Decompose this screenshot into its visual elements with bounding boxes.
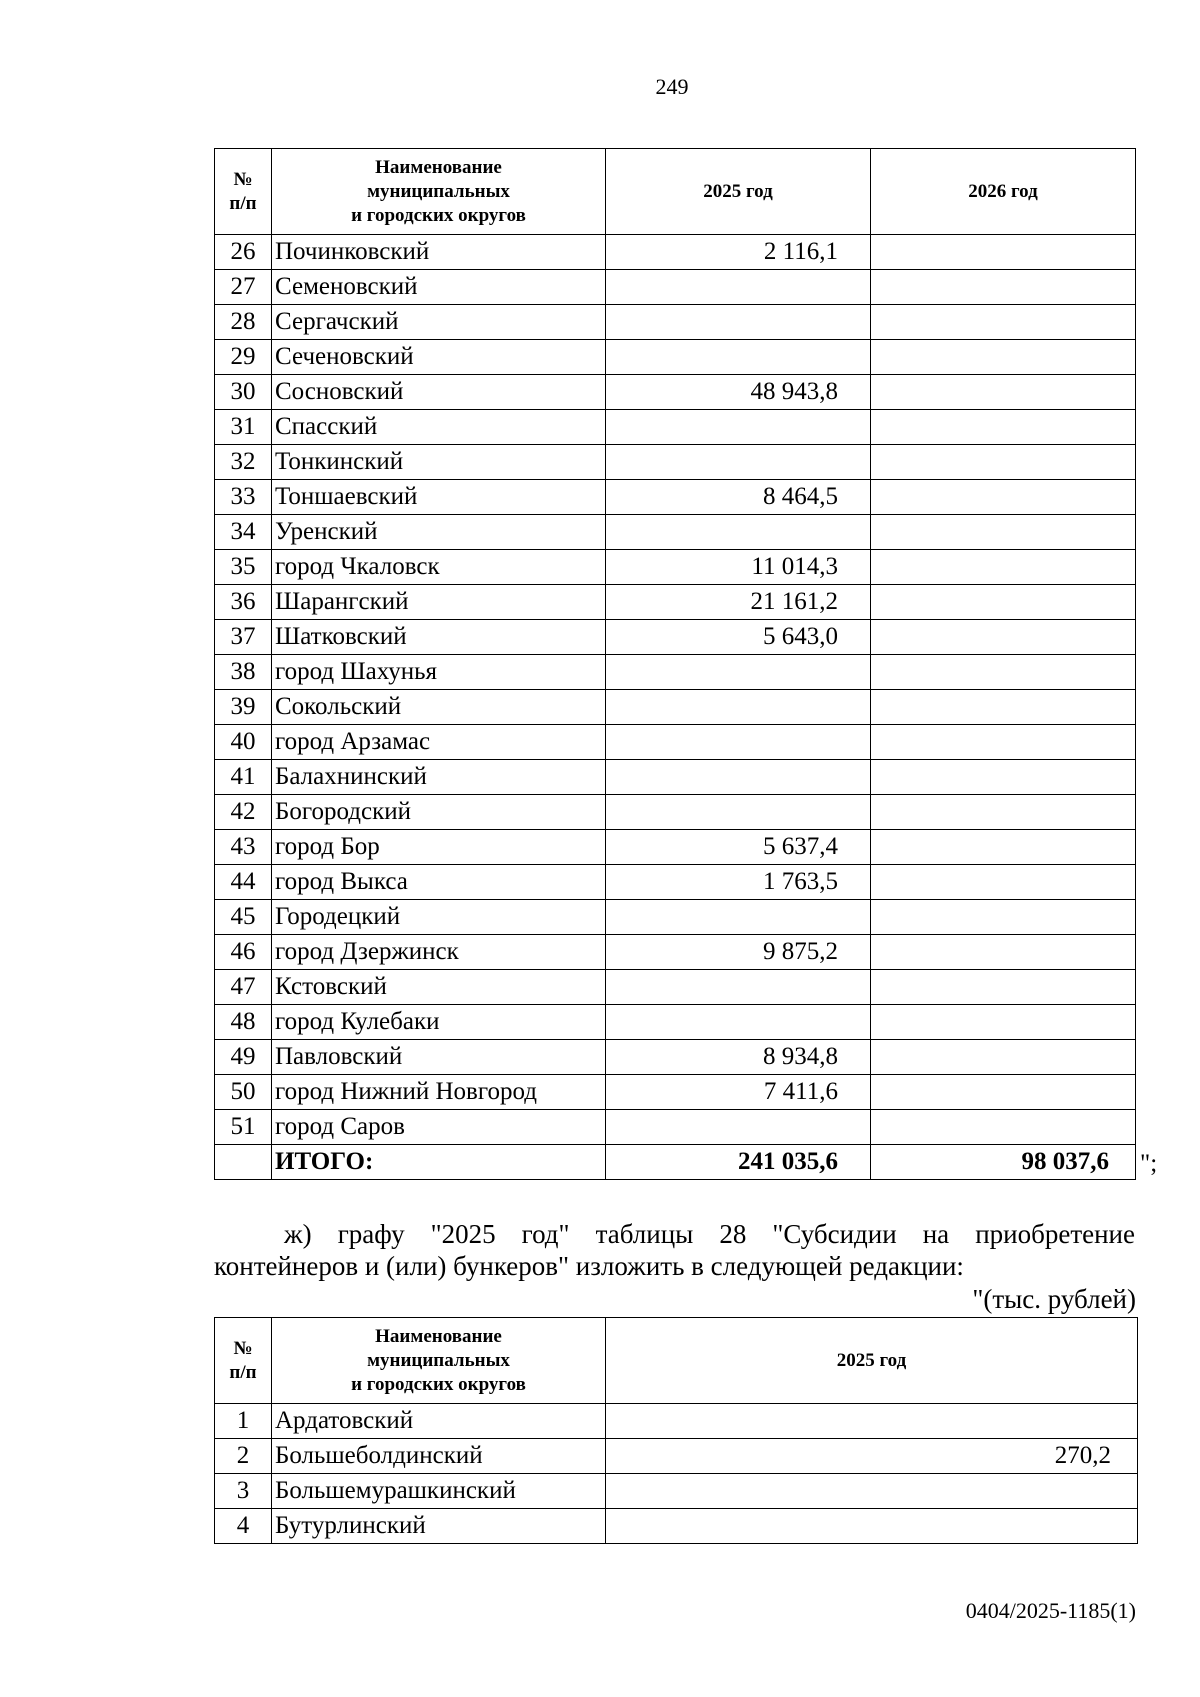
value-2026 xyxy=(871,900,1136,935)
table-row xyxy=(215,620,1136,655)
value-2026 xyxy=(871,375,1136,410)
value-2026 xyxy=(871,865,1136,900)
value-2026 xyxy=(871,410,1136,445)
value-2025 xyxy=(606,515,871,550)
district-name: Ардатовский xyxy=(272,1404,606,1439)
value-2025 xyxy=(606,1110,871,1145)
table-row xyxy=(215,1005,1136,1040)
value-2026 xyxy=(871,725,1136,760)
value-2026 xyxy=(871,830,1136,865)
row-number: 1 xyxy=(215,1404,272,1439)
paragraph-line-1: ж) графу "2025 год" таблицы 28 "Субсидии на приобретение xyxy=(284,1219,1135,1249)
value-2026 xyxy=(871,935,1136,970)
table-row xyxy=(215,375,1136,410)
value-2025 xyxy=(606,305,871,340)
value-2025 xyxy=(606,1474,1138,1509)
table-row xyxy=(215,795,1136,830)
row-number: 36 xyxy=(215,585,272,620)
value-2025: 5 637,4 xyxy=(606,830,871,865)
value-2026 xyxy=(871,235,1136,270)
value-2025: 11 014,3 xyxy=(606,550,871,585)
value-2025 xyxy=(606,410,871,445)
district-name: Большеболдинский xyxy=(272,1439,606,1474)
table-row xyxy=(215,1509,1138,1544)
value-2026 xyxy=(871,655,1136,690)
district-name: Балахнинский xyxy=(272,760,606,795)
table-row xyxy=(215,1110,1136,1145)
row-number: 38 xyxy=(215,655,272,690)
value-2026 xyxy=(871,795,1136,830)
amendment-paragraph xyxy=(214,1218,1135,1282)
table-row xyxy=(215,725,1136,760)
value-2026 xyxy=(871,585,1136,620)
value-2025: 7 411,6 xyxy=(606,1075,871,1110)
value-2025 xyxy=(606,655,871,690)
district-name: Спасский xyxy=(272,410,606,445)
value-2025 xyxy=(606,725,871,760)
total-2026: 98 037,6 xyxy=(871,1145,1136,1180)
row-number: 39 xyxy=(215,690,272,725)
district-name: Сеченовский xyxy=(272,340,606,375)
value-2026 xyxy=(871,970,1136,1005)
value-2026 xyxy=(871,445,1136,480)
row-number: 31 xyxy=(215,410,272,445)
row-number: 41 xyxy=(215,760,272,795)
value-2025 xyxy=(606,900,871,935)
value-2026 xyxy=(871,1040,1136,1075)
table-row xyxy=(215,900,1136,935)
table-row xyxy=(215,410,1136,445)
value-2025: 1 763,5 xyxy=(606,865,871,900)
header-name: Наименование муниципальных и городских округов xyxy=(272,149,606,235)
district-name: Шарангский xyxy=(272,585,606,620)
table-header-row xyxy=(215,149,1136,235)
value-2026 xyxy=(871,1110,1136,1145)
table-header-row xyxy=(215,1318,1138,1404)
district-name: город Дзержинск xyxy=(272,935,606,970)
table-row xyxy=(215,690,1136,725)
row-number: 4 xyxy=(215,1509,272,1544)
row-number: 26 xyxy=(215,235,272,270)
row-number: 27 xyxy=(215,270,272,305)
table-end-mark: "; xyxy=(1140,1150,1158,1177)
row-number: 33 xyxy=(215,480,272,515)
row-number: 29 xyxy=(215,340,272,375)
district-name: Кстовский xyxy=(272,970,606,1005)
row-number: 48 xyxy=(215,1005,272,1040)
unit-label: "(тыс. рублей) xyxy=(972,1284,1136,1314)
district-name: Семеновский xyxy=(272,270,606,305)
header-2025: 2025 год xyxy=(606,149,871,235)
value-2025: 8 934,8 xyxy=(606,1040,871,1075)
district-name: Сокольский xyxy=(272,690,606,725)
value-2026 xyxy=(871,760,1136,795)
table-row xyxy=(215,1040,1136,1075)
table-row xyxy=(215,585,1136,620)
row-number: 49 xyxy=(215,1040,272,1075)
row-number: 2 xyxy=(215,1439,272,1474)
total-num-cell xyxy=(215,1145,272,1180)
table-row xyxy=(215,935,1136,970)
district-name: город Чкаловск xyxy=(272,550,606,585)
value-2026 xyxy=(871,1075,1136,1110)
district-name: Большемурашкинский xyxy=(272,1474,606,1509)
table-row xyxy=(215,235,1136,270)
total-label: ИТОГО: xyxy=(272,1145,606,1180)
table-row xyxy=(215,1404,1138,1439)
table-row xyxy=(215,1075,1136,1110)
row-number: 44 xyxy=(215,865,272,900)
table-row xyxy=(215,340,1136,375)
value-2025 xyxy=(606,970,871,1005)
row-number: 28 xyxy=(215,305,272,340)
value-2026 xyxy=(871,1005,1136,1040)
table-row xyxy=(215,830,1136,865)
district-name: город Арзамас xyxy=(272,725,606,760)
table-row xyxy=(215,1474,1138,1509)
row-number: 42 xyxy=(215,795,272,830)
paragraph-line-2: контейнеров и (или) бункеров" изложить в следующей редакции: xyxy=(214,1251,964,1281)
district-name: город Нижний Новгород xyxy=(272,1075,606,1110)
row-number: 51 xyxy=(215,1110,272,1145)
row-number: 47 xyxy=(215,970,272,1005)
total-row xyxy=(215,1145,1136,1180)
district-name: Тоншаевский xyxy=(272,480,606,515)
district-name: Богородский xyxy=(272,795,606,830)
district-name: город Шахунья xyxy=(272,655,606,690)
district-name: Городецкий xyxy=(272,900,606,935)
page-number: 249 xyxy=(655,74,689,99)
row-number: 30 xyxy=(215,375,272,410)
document-code: 0404/2025-1185(1) xyxy=(965,1598,1136,1623)
row-number: 3 xyxy=(215,1474,272,1509)
district-name: Шатковский xyxy=(272,620,606,655)
row-number: 43 xyxy=(215,830,272,865)
value-2025: 21 161,2 xyxy=(606,585,871,620)
table-row xyxy=(215,480,1136,515)
subsidy-table-2025-2026 xyxy=(214,148,1136,1180)
value-2026 xyxy=(871,305,1136,340)
row-number: 45 xyxy=(215,900,272,935)
district-name: Павловский xyxy=(272,1040,606,1075)
header-2026: 2026 год xyxy=(871,149,1136,235)
row-number: 40 xyxy=(215,725,272,760)
value-2025 xyxy=(606,270,871,305)
value-2026 xyxy=(871,690,1136,725)
value-2025 xyxy=(606,795,871,830)
district-name: Уренский xyxy=(272,515,606,550)
value-2025 xyxy=(606,340,871,375)
row-number: 37 xyxy=(215,620,272,655)
district-name: город Бор xyxy=(272,830,606,865)
value-2025: 5 643,0 xyxy=(606,620,871,655)
value-2026 xyxy=(871,515,1136,550)
total-2025: 241 035,6 xyxy=(606,1145,871,1180)
row-number: 46 xyxy=(215,935,272,970)
header-num: № п/п xyxy=(215,149,272,235)
table-row xyxy=(215,655,1136,690)
value-2026 xyxy=(871,270,1136,305)
value-2025: 9 875,2 xyxy=(606,935,871,970)
table-row xyxy=(215,305,1136,340)
district-name: город Кулебаки xyxy=(272,1005,606,1040)
table-row xyxy=(215,970,1136,1005)
value-2026 xyxy=(871,340,1136,375)
district-name: Бутурлинский xyxy=(272,1509,606,1544)
value-2025 xyxy=(606,690,871,725)
value-2026 xyxy=(871,620,1136,655)
district-name: Починковский xyxy=(272,235,606,270)
container-subsidy-table-2025 xyxy=(214,1317,1138,1544)
district-name: город Выкса xyxy=(272,865,606,900)
value-2025 xyxy=(606,1509,1138,1544)
value-2026 xyxy=(871,480,1136,515)
value-2025: 2 116,1 xyxy=(606,235,871,270)
table-row xyxy=(215,515,1136,550)
table-row xyxy=(215,1439,1138,1474)
value-2025 xyxy=(606,1005,871,1040)
value-2026 xyxy=(871,550,1136,585)
district-name: Тонкинский xyxy=(272,445,606,480)
table-row xyxy=(215,550,1136,585)
value-2025: 270,2 xyxy=(606,1439,1138,1474)
district-name: Сергачский xyxy=(272,305,606,340)
value-2025: 8 464,5 xyxy=(606,480,871,515)
district-name: город Саров xyxy=(272,1110,606,1145)
row-number: 32 xyxy=(215,445,272,480)
value-2025 xyxy=(606,1404,1138,1439)
row-number: 35 xyxy=(215,550,272,585)
district-name: Сосновский xyxy=(272,375,606,410)
row-number: 50 xyxy=(215,1075,272,1110)
table-row xyxy=(215,445,1136,480)
table-row xyxy=(215,760,1136,795)
table-row xyxy=(215,865,1136,900)
value-2025 xyxy=(606,445,871,480)
value-2025: 48 943,8 xyxy=(606,375,871,410)
header-2025: 2025 год xyxy=(606,1318,1138,1404)
value-2025 xyxy=(606,760,871,795)
row-number: 34 xyxy=(215,515,272,550)
table-row xyxy=(215,270,1136,305)
header-name: Наименование муниципальных и городских округов xyxy=(272,1318,606,1404)
header-num: № п/п xyxy=(215,1318,272,1404)
